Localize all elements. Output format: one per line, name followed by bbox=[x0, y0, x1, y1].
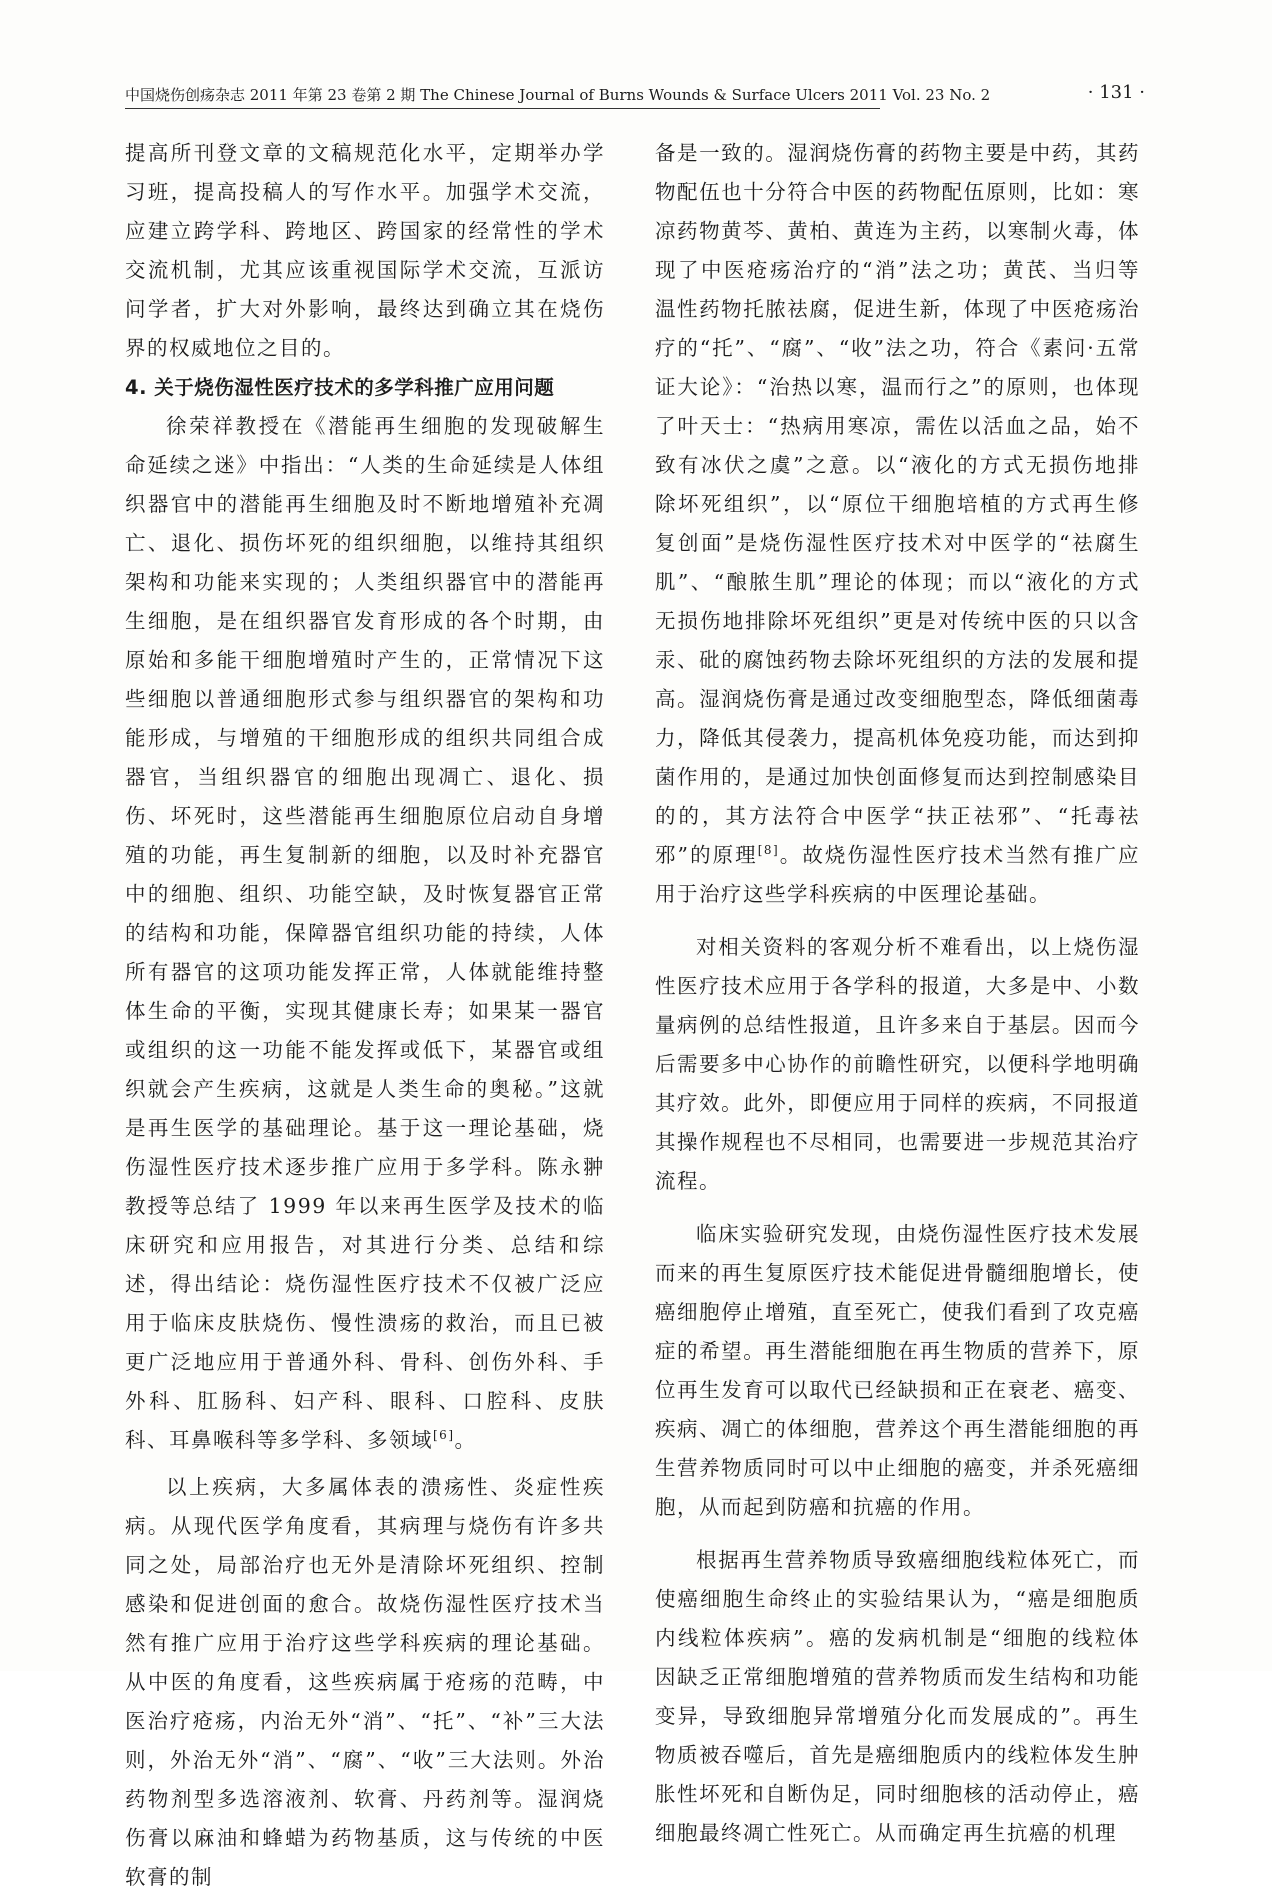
paragraph-analysis: 对相关资料的客观分析不难看出，以上烧伤湿性医疗技术应用于各学科的报道，大多是中、小数量病例的总结性报道，且许多来自于基层。因而今后需要多中心协作的前瞻性研究，以便科学地明确其疗效。此外，即便应用于同样的疾病，不同报道其操作规程也不尽相同，也需要进一步规范其治疗流程。 bbox=[655, 935, 1140, 1193]
paragraph-text-end: 。故烧伤湿性医疗技术当然有推广应用于治疗这些学科疾病的中医理论基础。 bbox=[655, 843, 1141, 906]
journal-header-title: 中国烧伤创疡杂志 2011 年第 23 卷第 2 期 The Chinese Journal of Burns Wounds & Surface Ulcers 2011 Vol. 23 No. 2 bbox=[125, 86, 991, 104]
citation-ref: [6] bbox=[433, 1428, 455, 1443]
paragraph-text: 备是一致的。湿润烧伤膏的药物主要是中药，其药物配伍也十分符合中医的药物配伍原则，比如：寒凉药物黄芩、黄柏、黄连为主药，以寒制火毒，体现了中医疮疡治疗的“消”法之功；黄芪、当归等温性药物托脓祛腐，促进生新，体现了中医疮疡治疗的“托”、“腐”、“收”法之功，符合《素问·五常证大论》：“治热以寒，温而行之”的原则，也体现了叶天士：“热病用寒凉，需佐以活血之品，始不致有冰伏之虞”之意。以“液化的方式无损伤地排除坏死组织”，以“原位干细胞培植的方式再生修复创面”是烧伤湿性医疗技术对中医学的“祛腐生肌”、“酿脓生肌”理论的体现；而以“液化的方式无损伤地排除坏死组织”更是对传统中医的只以含汞、砒的腐蚀药物去除坏死组织的方法的发展和提高。湿润烧伤膏是通过改变细胞型态，降低细菌毒力，降低其侵袭力，提高机体免疫功能，而达到抑菌作用的，是通过加快创面修复而达到控制感染目的的，其方法符合中医学“扶正祛邪”、“托毒祛邪”的原理 bbox=[655, 141, 1140, 867]
left-column bbox=[125, 134, 605, 1889]
paragraph-text: 徐荣祥教授在《潜能再生细胞的发现破解生命延续之迷》中指出：“人类的生命延续是人体组织器官中的潜能再生细胞及时不断地增殖补充凋亡、退化、损伤坏死的组织细胞，以维持其组织架构和功能来实现的；人类组织器官中的潜能再生细胞，是在组织器官发育形成的各个时期，由原始和多能干细胞增殖时产生的，正常情况下这些细胞以普通细胞形式参与组织器官的架构和功能形成，与增殖的干细胞形成的组织共同组合成器官，当组织器官的细胞出现凋亡、退化、损伤、坏死时，这些潜能再生细胞原位启动自身增殖的功能，再生复制新的细胞，以及时补充器官中的细胞、组织、功能空缺，及时恢复器官正常的结构和功能，保障器官组织功能的持续，人体所有器官的这项功能发挥正常，人体就能维持整体生命的平衡，实现其健康长寿；如果某一器官或组织的这一功能不能发挥或低下，某器官或组织就会产生疾病，这就是人类生命的奥秘。”这就是再生医学的基础理论。基于这一理论基础，烧伤湿性医疗技术逐步推广应用于多学科。陈永翀教授等总结了 1999 年以来再生医学及技术的临床研究和应用报告，对其进行分类、总结和综述，得出结论：烧伤湿性医疗技术不仅被广泛应用于临床皮肤烧伤、慢性溃疡的救治，而且已被更广泛地应用于普通外科、骨科、创伤外科、手外科、肛肠科、妇产科、眼科、口腔科、皮肤科、耳鼻喉科等多学科、多领域 bbox=[125, 414, 605, 1452]
paragraph-clinical-research: 临床实验研究发现，由烧伤湿性医疗技术发展而来的再生复原医疗技术能促进骨髓细胞增长，使癌细胞停止增殖，直至死亡，使我们看到了攻克癌症的希望。再生潜能细胞在再生物质的营养下，原位再生发育可以取代已经缺损和正在衰老、癌变、疾病、凋亡的体细胞，营养这个再生潜能细胞的再生营养物质同时可以中止细胞的癌变，并杀死癌细胞，从而起到防癌和抗癌的作用。 bbox=[655, 1222, 1140, 1519]
citation-ref: [8] bbox=[757, 843, 780, 858]
right-column bbox=[655, 134, 1141, 1845]
paragraph-regeneration-theory bbox=[125, 407, 605, 1460]
header-rule bbox=[125, 108, 880, 109]
paragraph-tcm-principles bbox=[655, 134, 1140, 914]
paragraph-cancer-mechanism: 根据再生营养物质导致癌细胞线粒体死亡，而使癌细胞生命终止的实验结果认为，“癌是细胞质内线粒体疾病”。癌的发病机制是“细胞的线粒体因缺乏正常细胞增殖的营养物质而发生结构和功能变异，导致细胞异常增殖分化而发展成的”。再生物质被吞噬后，首先是癌细胞质内的线粒体发生肿胀性坏死和自断伪足，同时细胞核的活动停止，癌细胞最终凋亡性死亡。从而确定再生抗癌的机理 bbox=[655, 1548, 1140, 1845]
paragraph-continuation: 提高所刊登文章的文稿规范化水平，定期举办学习班，提高投稿人的写作水平。加强学术交流，应建立跨学科、跨地区、跨国家的经常性的学术交流机制，尤其应该重视国际学术交流，互派访问学者，扩大对外影响，最终达到确立其在烧伤界的权威地位之目的。 bbox=[125, 141, 605, 360]
running-header bbox=[125, 80, 1145, 114]
paragraph-diseases: 以上疾病，大多属体表的溃疡性、炎症性疾病。从现代医学角度看，其病理与烧伤有许多共同之处，局部治疗也无外是清除坏死组织、控制感染和促进创面的愈合。故烧伤湿性医疗技术当然有推广应用于治疗这些学科疾病的理论基础。从中医的角度看，这些疾病属于疮疡的范畴，中医治疗疮疡，内治无外“消”、“托”、“补”三大法则，外治无外“消”、“腐”、“收”三大法则。外治药物剂型多选溶液剂、软膏、丹药剂等。湿润烧伤膏以麻油和蜂蜡为药物基质，这与传统的中医软膏的制 bbox=[125, 1475, 605, 1889]
section-heading: 4. 关于烧伤湿性医疗技术的多学科推广应用问题 bbox=[125, 376, 555, 399]
page-number: · 131 · bbox=[1087, 82, 1145, 103]
paragraph-text-end: 。 bbox=[454, 1428, 477, 1452]
